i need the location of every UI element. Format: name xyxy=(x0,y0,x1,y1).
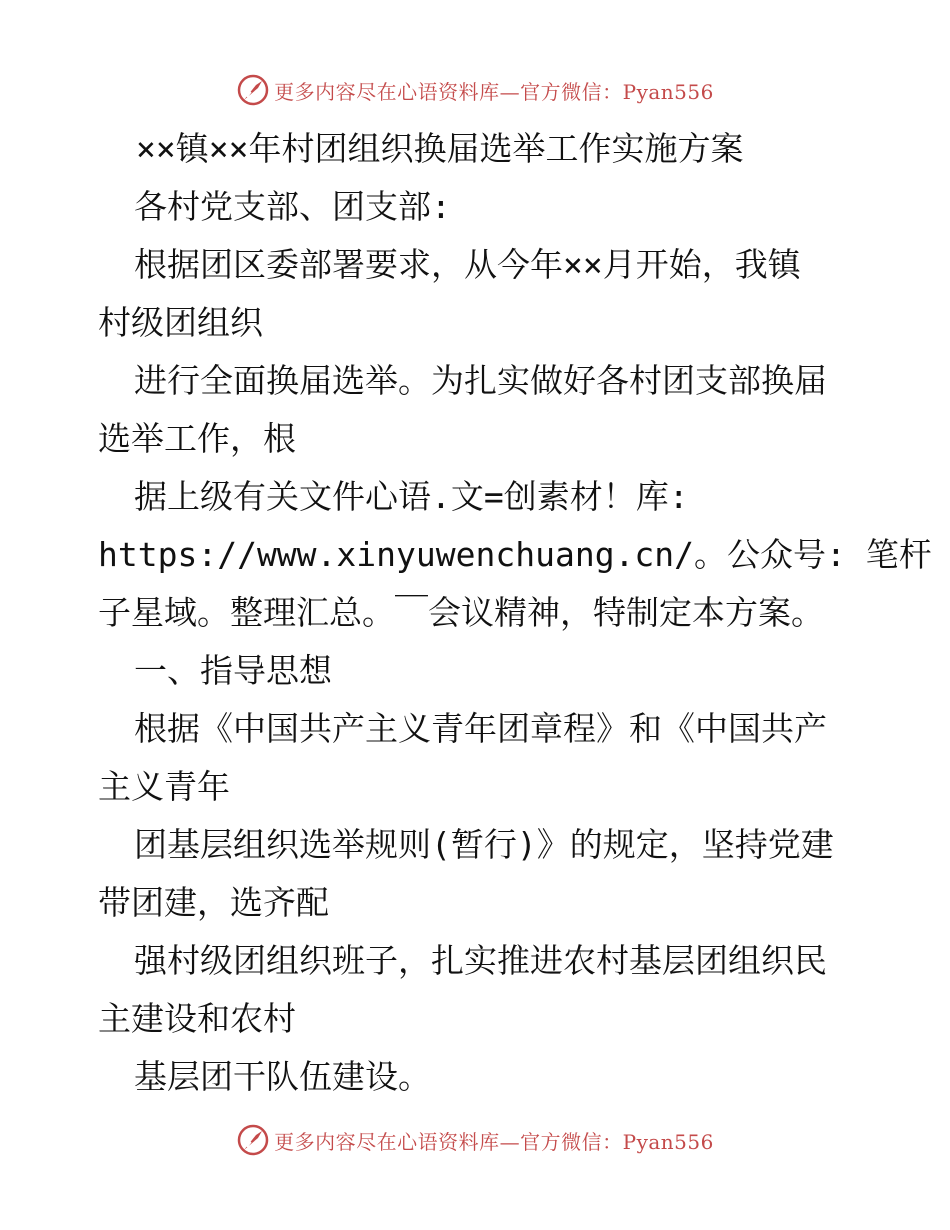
footer-watermark xyxy=(0,1120,950,1160)
paragraph-line: 主建设和农村 xyxy=(98,999,296,1038)
paragraph-line: 主义青年 xyxy=(98,767,230,806)
paragraph-line: 据上级有关文件心语.文=创素材！库: xyxy=(134,477,689,516)
paragraph-line: 根据《中国共产主义青年团章程》和《中国共产 xyxy=(134,709,827,748)
paragraph-line: 带团建，选齐配 xyxy=(98,883,329,922)
paragraph-line: 村级团组织 xyxy=(98,303,263,342)
paragraph-line: 进行全面换届选举。为扎实做好各村团支部换届 xyxy=(134,361,827,400)
document-body xyxy=(98,120,932,1106)
quill-pen-logo-icon xyxy=(236,1123,270,1157)
paragraph-line: https://www.xinyuwenchuang.cn/。公众号: 笔杆 xyxy=(98,535,932,574)
watermark-text: 更多内容尽在心语资料库—官方微信：Pyan556 xyxy=(274,1129,714,1154)
paragraph-line: 子星域。整理汇总。￣会议精神，特制定本方案。 xyxy=(98,593,824,632)
document-title: ××镇××年村团组织换届选举工作实施方案 xyxy=(136,129,744,168)
quill-pen-logo-icon xyxy=(236,73,270,107)
section-heading: 一、指导思想 xyxy=(134,651,332,690)
paragraph-line: 各村党支部、团支部: xyxy=(134,187,451,226)
watermark-text: 更多内容尽在心语资料库—官方微信：Pyan556 xyxy=(274,79,714,104)
paragraph-line: 选举工作，根 xyxy=(98,419,296,458)
paragraph-line: 团基层组织选举规则(暂行)》的规定，坚持党建 xyxy=(134,825,834,864)
paragraph-line: 强村级团组织班子，扎实推进农村基层团组织民 xyxy=(134,941,827,980)
paragraph-line: 基层团干队伍建设。 xyxy=(134,1057,431,1096)
paragraph-line: 根据团区委部署要求，从今年××月开始，我镇 xyxy=(134,245,801,284)
header-watermark xyxy=(0,70,950,110)
